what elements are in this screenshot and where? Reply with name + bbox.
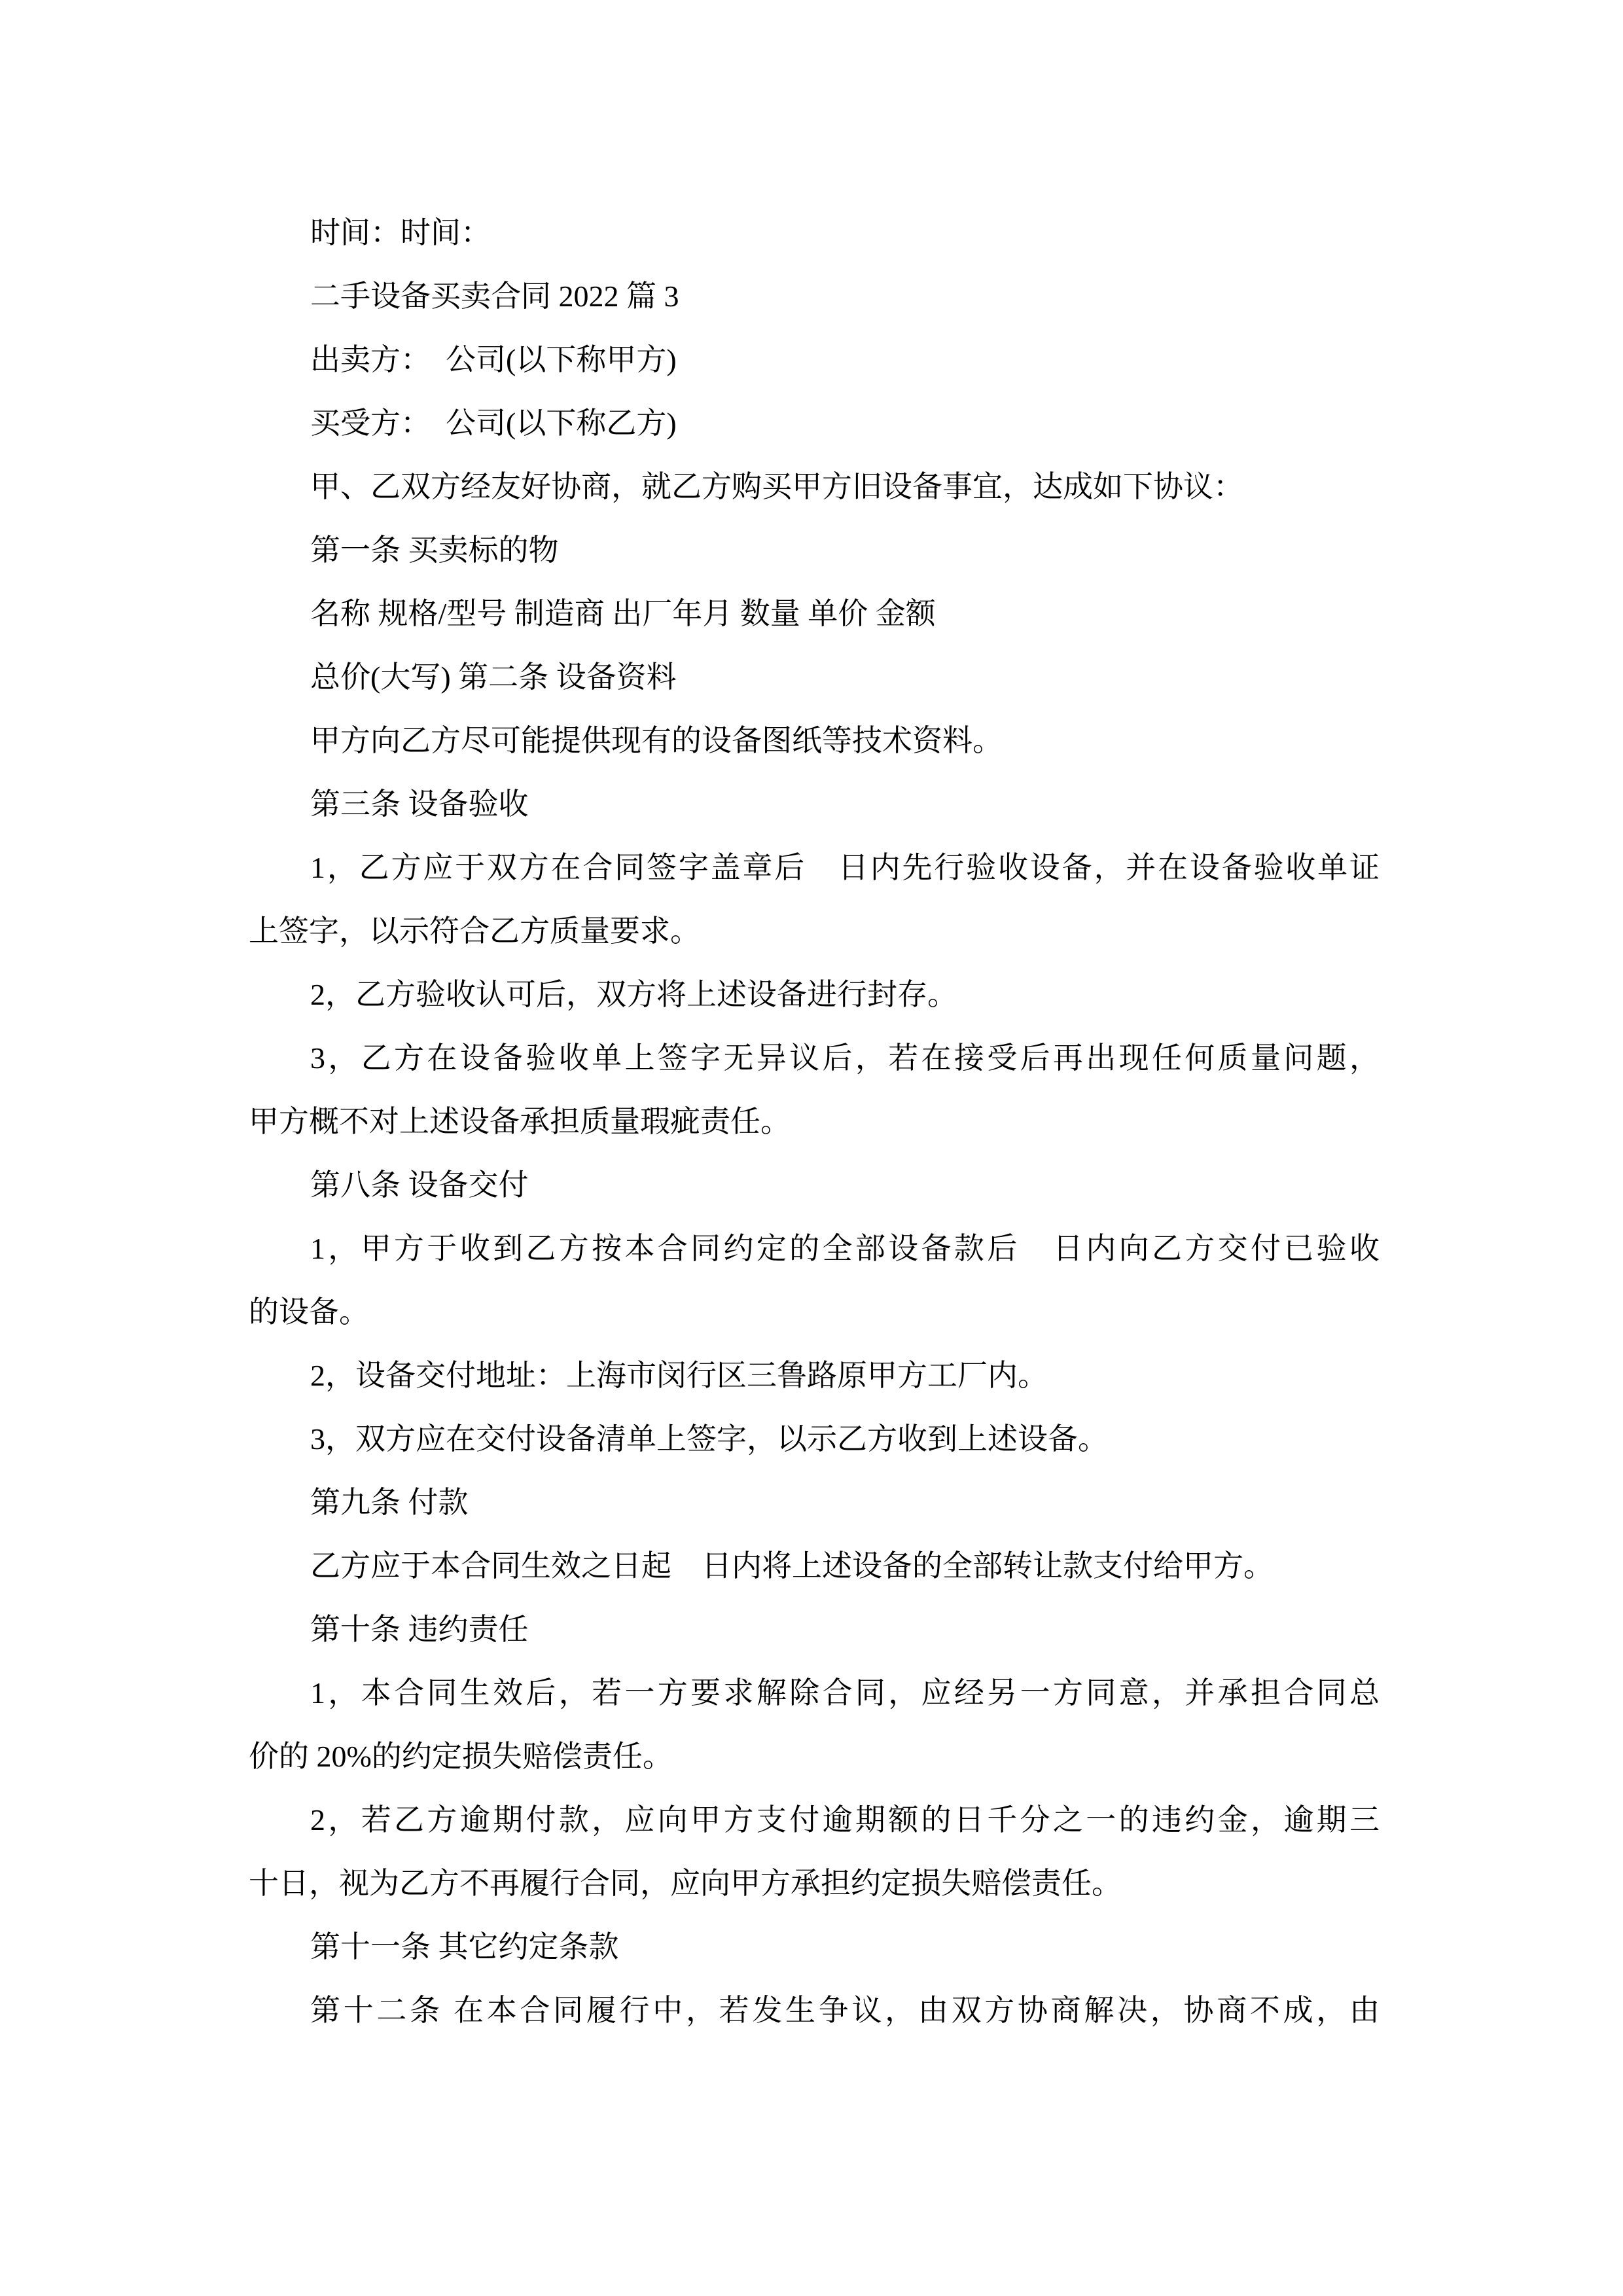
text-line: 第八条 设备交付 bbox=[310, 1168, 529, 1202]
text-line: 2，设备交付地址：上海市闵行区三鲁路原甲方工厂内。 bbox=[310, 1359, 1048, 1392]
text-line: 1，本合同生效后，若一方要求解除合同，应经另一方同意，并承担合同总 bbox=[310, 1676, 1380, 1710]
text-line: 第一条 买卖标的物 bbox=[310, 533, 559, 567]
contract-text-block bbox=[249, 201, 1380, 2042]
text-line: 1，乙方应于双方在合同签字盖章后 日内先行验收设备，并在设备验收单证 bbox=[310, 851, 1380, 884]
text-line: 第三条 设备验收 bbox=[310, 787, 529, 821]
text-line: 2，若乙方逾期付款，应向甲方支付逾期额的日千分之一的违约金，逾期三 bbox=[310, 1803, 1380, 1837]
text-line: 乙方应于本合同生效之日起 日内将上述设备的全部转让款支付给甲方。 bbox=[310, 1549, 1274, 1583]
text-line: 第十一条 其它约定条款 bbox=[310, 1930, 619, 1964]
text-line: 2，乙方验收认可后，双方将上述设备进行封存。 bbox=[310, 978, 957, 1011]
text-line: 的设备。 bbox=[249, 1295, 369, 1329]
text-line: 上签字，以示符合乙方质量要求。 bbox=[249, 914, 700, 948]
text-line: 1，甲方于收到乙方按本合同约定的全部设备款后 日内向乙方交付已验收 bbox=[310, 1232, 1380, 1265]
text-line: 第十条 违约责任 bbox=[310, 1613, 529, 1646]
text-line: 3，乙方在设备验收单上签字无异议后，若在接受后再出现任何质量问题， bbox=[310, 1041, 1380, 1075]
text-line: 十日，视为乙方不再履行合同，应向甲方承担约定损失赔偿责任。 bbox=[249, 1867, 1122, 1900]
text-line: 第九条 付款 bbox=[310, 1486, 469, 1519]
text-line: 时间：时间： bbox=[310, 216, 491, 249]
text-line: 买受方： 公司(以下称乙方) bbox=[310, 406, 677, 440]
text-line: 甲方向乙方尽可能提供现有的设备图纸等技术资料。 bbox=[310, 724, 1003, 757]
text-line: 第十二条 在本合同履行中，若发生争议，由双方协商解决，协商不成，由 bbox=[310, 1994, 1380, 2027]
text-line: 3，双方应在交付设备清单上签字，以示乙方收到上述设备。 bbox=[310, 1422, 1108, 1456]
text-line: 二手设备买卖合同 2022 篇 3 bbox=[310, 279, 679, 313]
text-line: 甲、乙双方经友好协商，就乙方购买甲方旧设备事宜，达成如下协议： bbox=[310, 470, 1243, 503]
text-line: 总价(大写) 第二条 设备资料 bbox=[310, 660, 677, 694]
text-line: 甲方概不对上述设备承担质量瑕疵责任。 bbox=[249, 1105, 791, 1138]
text-line: 出卖方： 公司(以下称甲方) bbox=[310, 343, 677, 376]
text-line: 价的 20%的约定损失赔偿责任。 bbox=[249, 1740, 673, 1773]
text-line: 名称 规格/型号 制造商 出厂年月 数量 单价 金额 bbox=[310, 597, 936, 630]
